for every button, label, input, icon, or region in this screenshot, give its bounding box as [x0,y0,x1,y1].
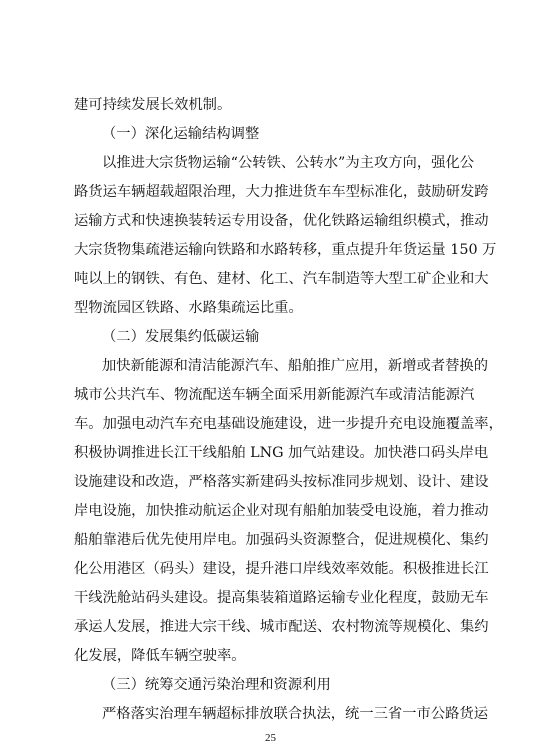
body-line-7: 吨以上的钢铁、有色、建材、化工、汽车制造等大型工矿企业和大 [74,271,489,287]
body-line-18: 干线洗舱站码头建设。提高集装箱道路运输专业化程度，鼓励无车 [74,590,489,606]
body-line-6: 大宗货物集疏港运输向铁路和水路转移，重点提升年货运量 150 万 [74,242,497,258]
body-line-10: 加快新能源和清洁能源汽车、船舶推广应用，新增或者替换的 [102,358,489,374]
section-heading-1: （一）深化运输结构调整 [102,126,260,142]
body-line-16: 船舶靠港后优先使用岸电。加强码头资源整合，促进规模化、集约 [74,532,489,548]
page-number: 25 [265,732,276,744]
body-line-13: 积极协调推进长江干线船舶 LNG 加气站建设。加快港口码头岸电 [74,445,489,461]
body-line-11: 城市公共汽车、物流配送车辆全面采用新能源汽车或清洁能源汽 [74,387,475,403]
body-line-5: 运输方式和快速换装转运专用设备，优化铁路运输组织模式，推动 [74,213,489,229]
body-line-4: 路货运车辆超载超限治理，大力推进货车车型标准化，鼓励研发跨 [74,184,489,200]
body-line-20: 化发展，降低车辆空驶率。 [74,648,246,664]
body-line-17: 化公用港区（码头）建设，提升港口岸线效率效能。积极推进长江 [74,561,489,577]
body-line-1: 建可持续发展长效机制。 [74,97,232,113]
body-line-3: 以推进大宗货物运输“公转铁、公转水”为主攻方向，强化公 [102,155,475,171]
section-heading-2: （二）发展集约低碳运输 [102,329,260,345]
body-line-12: 车。加强电动汽车充电基础设施建设，进一步提升充电设施覆盖率， [74,416,503,432]
section-heading-3: （三）统筹交通污染治理和资源利用 [102,677,331,693]
body-line-15: 岸电设施，加快推动航运企业对现有船舶加装受电设施，着力推动 [74,503,489,519]
body-line-19: 承运人发展，推进大宗干线、城市配送、农村物流等规模化、集约 [74,619,489,635]
body-line-22: 严格落实治理车辆超标排放联合执法，统一三省一市公路货运 [102,706,489,722]
body-line-14: 设施建设和改造，严格落实新建码头按标准同步规划、设计、建设 [74,474,489,490]
body-line-8: 型物流园区铁路、水路集疏运比重。 [74,300,303,316]
